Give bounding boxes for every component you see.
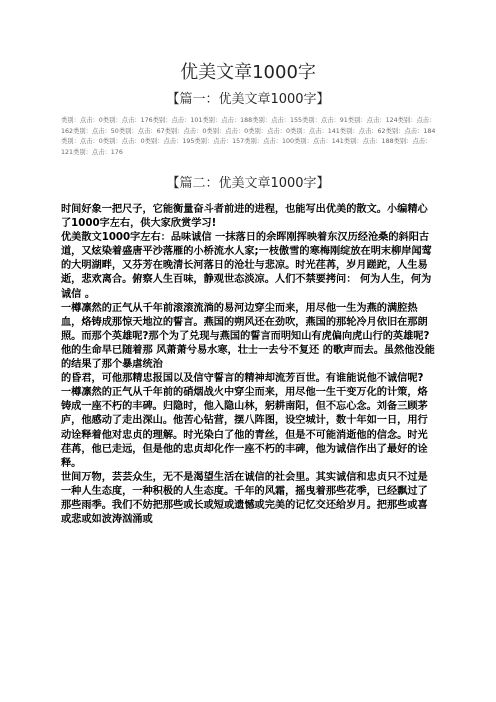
paragraph: 时间好象一把尺子，它能衡量奋斗者前进的进程，也能写出优美的散文。小编精心了1000字左右，供大家欣赏学习! [61, 204, 428, 230]
section-heading-2: 【篇二：优美文章1000字】 [166, 176, 330, 191]
paragraph: 一樽凛然的正气从千年前的硝烟战火中穿尘而来，用尽他一生干变万化的计策，烙铸成一座不朽的丰碑。归隐时，他入隐山林，躬耕南阳，但不忘心念。刘备三顾茅庐，他感动了走出深山。他苦心钻营，摆八阵图，设空城计，数十年如一日，用行动诠释着他对忠贞的理解。时光染白了他的青丝，但是不可能消逝他的信念。时光荏苒，他已走远，但是他的忠贞却化作一座不朽的丰碑，他为诚信作出了最好的诠释。 [61, 387, 428, 469]
section-heading-1: 【篇一：优美文章1000字】 [166, 92, 330, 107]
category-click-list: 类别：点击：0类别：点击：176类别：点击：101类别：点击：188类别：点击：155类别：点击：91类别：点击：124类别：点击：162类别：点击：50类别：点击：67类别：点击：0类别：点击：0类别：点击：0类别：点击：141类别：点击：62类别：点击：184类别：点击：0类别：点击：0类别：点击：195类别：点击：157类别：点击：100类别：点击：141类别：点击：188类别：点击：121类别：点击：176 [61, 117, 436, 156]
document-title: 优美文章1000字 [180, 62, 316, 83]
article-body [61, 203, 437, 698]
paragraph: 的昏君，可他那精忠报国以及信守誓言的精神却流芳百世。有谁能说他不诚信呢? [61, 373, 424, 385]
paragraph: 一樽凛然的正气从千年前滚滚流淌的易河边穿尘而来，用尽他一生为燕的满腔热血，烙铸成那惊天地泣的誓言。燕国的朔风还在劲吹，燕国的那轮冷月依旧在那朗照。而那个英雄呢?那个为了兑现与燕国的誓言而明知山有虎偏向虎山行的英雄呢?他的生命早已随着那 风萧萧兮易水寒，壮士一去兮不复还 的歌声而去。虽然他没能的结果了那个暴虐统治 [61, 302, 435, 371]
paragraph: 世间万物，芸芸众生，无不是渴望生活在诚信的社会里。其实诚信和忠贞只不过是一种人生态度，一种积极的人生态度。千年的风霜，摇曳着那些花季，已经飘过了那些雨季。我们不妨把那些或长或短或遗憾或完美的记忆交还给岁月。把那些或喜或悲或如波涛汹涌或 [61, 471, 428, 526]
paragraph: 优美散文1000字左右：品味诚信 一抹落日的余晖刚挥映着东汉历经沧桑的斜阳古道，又炫染着盛唐平沙落雁的小桥流水人家;一枝傲雪的寒梅刚绽放在明末柳岸闻莺的大明湖畔，又芬芳在晚清长河落日的沧壮与悲凉。时光荏苒，岁月蹉跎，人生易逝，悲欢离合。俯察人生百味，静观世态淡凉。人们不禁要拷问： 何为人生，何为诚信 。 [61, 232, 432, 300]
